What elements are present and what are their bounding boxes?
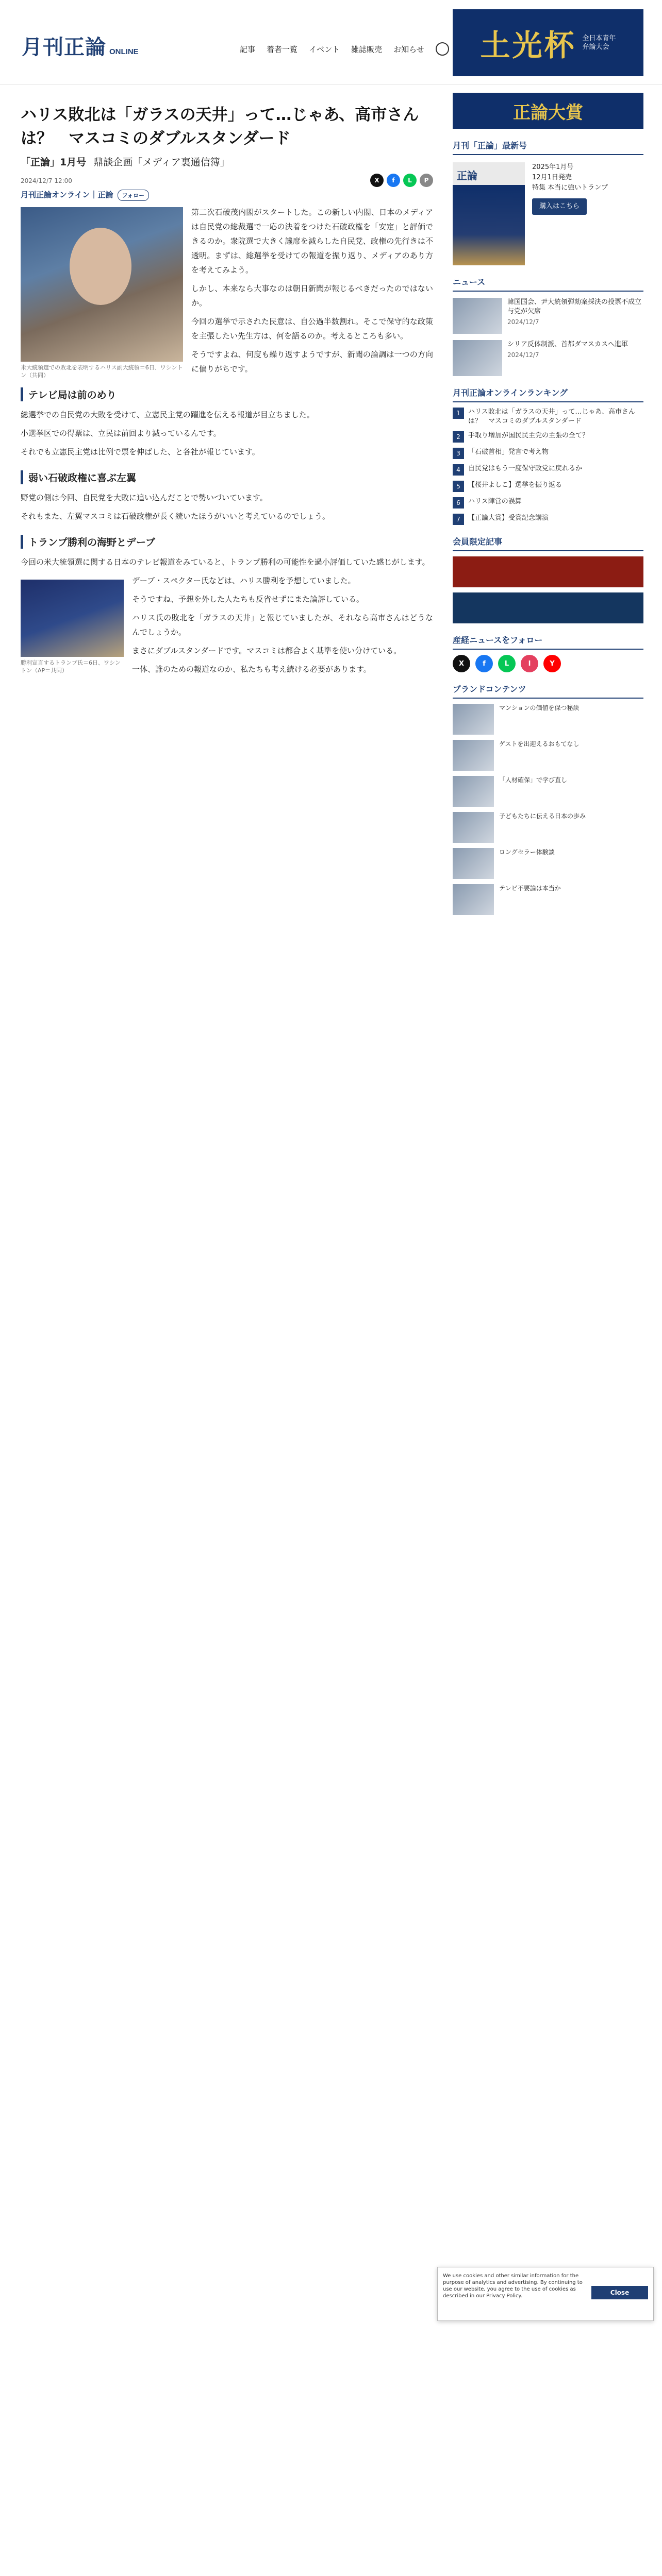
nav-events[interactable]: イベント — [309, 44, 340, 54]
ranking-item[interactable]: 5 【桜井よしこ】選挙を振り返る — [453, 481, 643, 492]
side-banner-ad[interactable]: 正論大賞 — [453, 93, 643, 129]
issue-line: 2025年1月号 — [532, 163, 574, 171]
logo-text: 月刊正論 — [22, 35, 106, 59]
cover-title: 正論 — [457, 170, 477, 182]
x-share-icon[interactable]: X — [370, 174, 384, 187]
paragraph: 今回の米大統領選に関する日本のテレビ報道をみていると、トランプ勝利の可能性を過小評価していた感じがします。 — [21, 557, 430, 567]
ranking-title: 「石破首相」発言で考え物 — [468, 448, 549, 456]
share-buttons — [370, 174, 433, 187]
cookie-banner — [437, 2267, 654, 2321]
paragraph: 小選挙区での得票は、立民は前回より減っているんです。 — [21, 429, 221, 438]
ranking-item[interactable]: 4 自民党はもう一度保守政党に戻れるか — [453, 464, 643, 476]
brand-item[interactable] — [453, 776, 643, 807]
facebook-share-icon[interactable]: f — [387, 174, 400, 187]
brand-thumb — [453, 776, 494, 807]
paragraph: デーブ・スペクター氏などは、ハリス勝利を予想していました。 — [132, 576, 356, 585]
issue-line: 12月1日発売 — [532, 174, 572, 181]
top-banner-ad[interactable] — [453, 9, 643, 76]
series-title: 鼎談企画「メディア裏通信簿」 — [93, 157, 230, 168]
paragraph: そうですね、予想を外した人たちも反省せずにまた論評している。 — [132, 595, 365, 604]
ranking-title: 【正論大賞】受賞記念講演 — [468, 514, 549, 522]
member-banner[interactable] — [453, 556, 643, 587]
author[interactable] — [21, 189, 433, 201]
latest-issue[interactable] — [453, 162, 643, 265]
ranking-title: 自民党はもう一度保守政党に戻れるか — [468, 465, 583, 472]
issue-heading: 月刊「正論」最新号 — [453, 139, 643, 155]
sidebar — [453, 93, 643, 2257]
ad-title: 土光杯 — [480, 28, 576, 63]
print-icon[interactable]: P — [420, 174, 433, 187]
follow-button[interactable]: フォロー — [118, 190, 149, 201]
paragraph: ハリス氏の敗北を「ガラスの天井」と報じていましたが、それなら高市さんはどうなんでしょうか。 — [132, 613, 433, 637]
line-icon[interactable]: L — [498, 655, 516, 672]
section-heading: トランプ勝利の海野とデーブ — [21, 535, 433, 549]
byline — [21, 174, 433, 187]
member-heading: 会員限定記事 — [453, 535, 643, 551]
publish-date: 2024/12/7 12:00 — [21, 177, 72, 184]
brand-thumb — [453, 884, 494, 915]
brand-title: 「人材確保」で学び直し — [499, 776, 568, 784]
logo-sub: ONLINE — [109, 47, 139, 56]
sns-links — [453, 655, 643, 672]
facebook-icon[interactable]: f — [475, 655, 493, 672]
brand-heading: ブランドコンテンツ — [453, 683, 643, 699]
cookie-close-button[interactable]: Close — [591, 2286, 648, 2299]
news-date: 2024/12/7 — [507, 351, 539, 359]
nav-authors[interactable]: 着者一覧 — [267, 44, 298, 54]
brand-title: 子どもたちに伝える日本の歩み — [499, 812, 586, 820]
news-date: 2024/12/7 — [507, 318, 539, 326]
nav-store[interactable]: 雑誌販売 — [351, 44, 383, 54]
brand-item[interactable] — [453, 740, 643, 771]
member-banner[interactable] — [453, 592, 643, 623]
global-nav — [240, 42, 473, 56]
brand-thumb — [453, 848, 494, 879]
ranking-title: 【桜井よしこ】選挙を振り返る — [468, 481, 562, 489]
sns-heading: 産経ニュースをフォロー — [453, 634, 643, 650]
ranking-title: ハリス陣営の誤算 — [468, 498, 522, 505]
news-heading: ニュース — [453, 276, 643, 292]
issue-cover[interactable] — [453, 162, 525, 265]
ranking-item[interactable]: 3 「石破首相」発言で考え物 — [453, 448, 643, 459]
article-main — [21, 103, 433, 2576]
section-heading: テレビ局は前のめり — [21, 387, 433, 401]
paragraph: それでも立憲民主党は比例で票を伸ばした、と各社が報じています。 — [21, 447, 260, 456]
paragraph: 一体、誰のための報道なのか、私たちも考え続ける必要があります。 — [132, 665, 371, 674]
cookie-text: We use cookies and other similar information for the purpose of analytics and advertising. By continuing to use our website, you agree to the use of cookies as described in our Privacy Policy. — [443, 2273, 583, 2299]
lead-figure — [21, 207, 183, 379]
paragraph: 総選挙での自民党の大敗を受けて、立憲民主党の躍進を伝える報道が目立ちました。 — [21, 410, 315, 419]
ranking-item[interactable]: 7 【正論大賞】受賞記念講演 — [453, 514, 643, 525]
nav-news[interactable]: お知らせ — [393, 44, 424, 54]
ranking-title: 手取り増加が国民民主党の主張の全て？ — [468, 432, 589, 439]
ad-line-2: 弁論大会 — [582, 43, 609, 51]
news-title: 韓国国会、尹大統領弾劾案採決の投票不成立 与党が欠席 — [507, 298, 642, 315]
article-meta — [21, 155, 433, 168]
magazine-issue: 「正論」1月号 — [21, 157, 87, 168]
ranking-item[interactable]: 6 ハリス陣営の誤算 — [453, 497, 643, 509]
brand-title: ゲストを出迎えるおもてなし — [499, 740, 580, 748]
second-caption: 勝利宣言するトランプ氏＝6日、ワシントン（AP＝共同） — [21, 659, 121, 674]
brand-thumb — [453, 704, 494, 735]
buy-button[interactable]: 購入はこちら — [532, 198, 587, 215]
news-item[interactable] — [453, 298, 643, 334]
nav-articles[interactable]: 記事 — [240, 44, 256, 54]
paragraph: まさにダブルスタンダードです。マスコミは都合よく基準を使い分けている。 — [132, 646, 402, 655]
brand-item[interactable] — [453, 812, 643, 843]
lead-caption: 米大統領選での敗北を表明するハリス副大統領＝6日、ワシントン（共同） — [21, 364, 183, 379]
line-share-icon[interactable]: L — [403, 174, 417, 187]
paragraph: それもまた、左翼マスコミは石破政権が長く続いたほうがいいと考えているのでしょう。 — [21, 512, 330, 521]
brand-thumb — [453, 740, 494, 771]
site-logo[interactable] — [22, 31, 139, 60]
section-heading: 弱い石破政権に喜ぶ左翼 — [21, 470, 433, 484]
brand-item[interactable] — [453, 884, 643, 915]
author-name: 月刊正論オンライン｜正論 — [21, 190, 113, 199]
brand-title: マンションの価値を保つ秘訣 — [499, 704, 580, 711]
second-photo — [21, 580, 124, 657]
paragraph: 今回の選挙で示された民意は、自公過半数割れ。そこで保守的な政策を主張したい先生方は、何を語るのか。考えるところも多い。 — [191, 317, 433, 341]
news-item[interactable] — [453, 340, 643, 376]
x-icon[interactable]: X — [453, 655, 470, 672]
ranking-item[interactable]: 1 ハリス敗北は「ガラスの天井」って…じゃあ、高市さんは？ マスコミのダブルスタンダード — [453, 408, 643, 426]
article-title: ハリス敗北は「ガラスの天井」って…じゃあ、高市さんは？ マスコミのダブルスタンダード — [21, 106, 419, 148]
ranking-item[interactable]: 2 手取り増加が国民民主党の主張の全て？ — [453, 431, 643, 443]
news-thumb — [453, 340, 502, 376]
site-header — [0, 0, 662, 85]
issue-info — [532, 162, 608, 265]
paragraph: 第二次石破茂内閣がスタートした。この新しい内閣、日本のメディアは自民党の総裁選で一応の決着をつけた石破政権を「安定」と評価できるのか。衆院選で大きく議席を減らした自民党、政権の先行きは不透明。まずは、総選挙を受けての報道を振り返り、メディアのあり方を考えてみよう。 — [191, 208, 433, 275]
brand-title: ロングセラー体験談 — [499, 849, 555, 856]
ranking-title: ハリス敗北は「ガラスの天井」って…じゃあ、高市さんは？ マスコミのダブルスタンダード — [468, 408, 635, 425]
youtube-icon[interactable]: Y — [543, 655, 561, 672]
news-title: シリア反体制派、首都ダマスカスへ進軍 — [507, 341, 628, 348]
paragraph: そうですよね、何度も繰り返すようですが、新聞の論調は一つの方向に偏りがちです。 — [191, 350, 433, 374]
ad-line-1: 全日本青年 — [582, 35, 616, 42]
instagram-icon[interactable]: I — [521, 655, 538, 672]
paragraph: 野党の側は今回、自民党を大敗に追い込んだことで勢いづいています。 — [21, 493, 268, 502]
lead-photo — [21, 207, 183, 362]
brand-item[interactable] — [453, 848, 643, 879]
brand-title: テレビ不要論は本当か — [499, 885, 561, 892]
ranking-heading: 月刊正論オンラインランキング — [453, 386, 643, 402]
issue-line: 特集 本当に強いトランプ — [532, 184, 608, 192]
paragraph: しかし、本来なら大事なのは朝日新聞が報じるべきだったのではないか。 — [191, 284, 433, 308]
news-thumb — [453, 298, 502, 334]
brand-item[interactable] — [453, 704, 643, 735]
brand-thumb — [453, 812, 494, 843]
search-icon[interactable] — [436, 42, 449, 56]
second-figure — [21, 580, 124, 674]
